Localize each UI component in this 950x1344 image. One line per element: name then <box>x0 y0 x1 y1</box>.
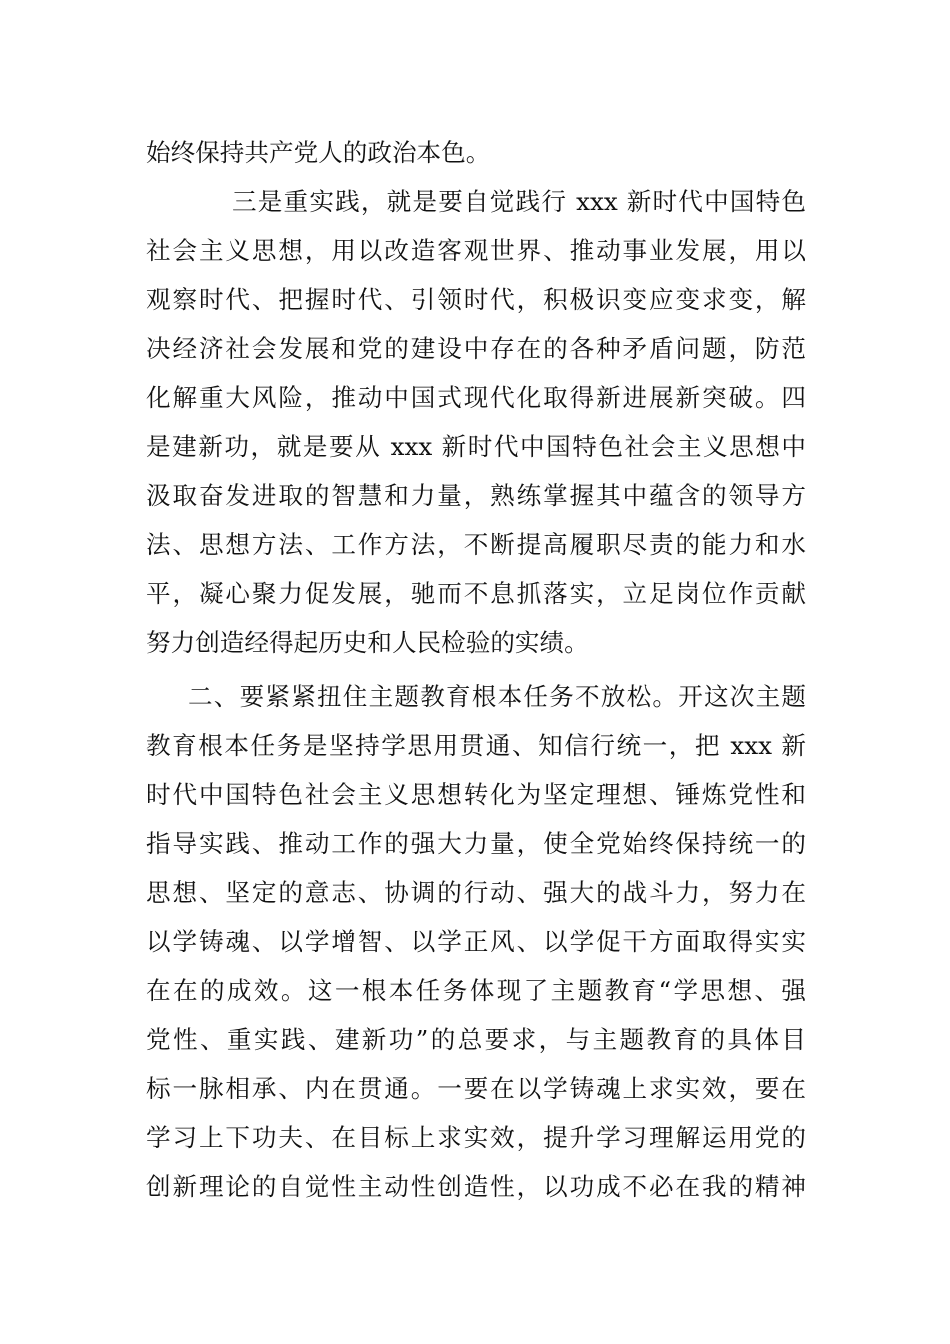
text-line: 平，凝心聚力促发展，驰而不息抓落实，立足岗位作贡献 <box>146 579 806 608</box>
text-line: 教育根本任务是坚持学思用贯通、知信行统一，把 xxx 新 <box>146 731 806 760</box>
text-line: 指导实践、推动工作的强大力量，使全党始终保持统一的 <box>146 829 806 858</box>
text-line: 在在的成效。这一根本任务体现了主题教育“学思想、强 <box>146 976 806 1005</box>
text-line: 汲取奋发进取的智慧和力量，熟练掌握其中蕴含的领导方 <box>146 481 806 510</box>
text-line: 时代中国特色社会主义思想转化为坚定理想、锤炼党性和 <box>146 780 806 809</box>
text-line: 思想、坚定的意志、协调的行动、强大的战斗力，努力在 <box>146 878 806 907</box>
text-line: 观察时代、把握时代、引领时代，积极识变应变求变，解 <box>146 285 806 314</box>
text-line: 二、要紧紧扭住主题教育根本任务不放松。开这次主题 <box>188 682 806 711</box>
text-line: 决经济社会发展和党的建设中存在的各种矛盾问题，防范 <box>146 334 806 363</box>
text-line: 学习上下功夫、在目标上求实效，提升学习理解运用党的 <box>146 1123 806 1152</box>
text-line: 是建新功，就是要从 xxx 新时代中国特色社会主义思想中 <box>146 432 806 461</box>
text-line: 社会主义思想，用以改造客观世界、推动事业发展，用以 <box>146 236 806 265</box>
text-line: 努力创造经得起历史和人民检验的实绩。 <box>146 628 589 657</box>
text-line: 化解重大风险，推动中国式现代化取得新进展新突破。四 <box>146 383 806 412</box>
text-line: 三是重实践，就是要自觉践行 xxx 新时代中国特色 <box>232 187 806 216</box>
text-line: 以学铸魂、以学增智、以学正风、以学促干方面取得实实 <box>146 927 806 956</box>
text-line: 法、思想方法、工作方法，不断提高履职尽责的能力和水 <box>146 530 806 559</box>
text-line: 党性、重实践、建新功”的总要求，与主题教育的具体目 <box>146 1025 806 1054</box>
text-line: 标一脉相承、内在贯通。一要在以学铸魂上求实效，要在 <box>146 1074 806 1103</box>
text-line: 始终保持共产党人的政治本色。 <box>146 138 491 167</box>
text-line: 创新理论的自觉性主动性创造性，以功成不必在我的精神 <box>146 1172 806 1201</box>
